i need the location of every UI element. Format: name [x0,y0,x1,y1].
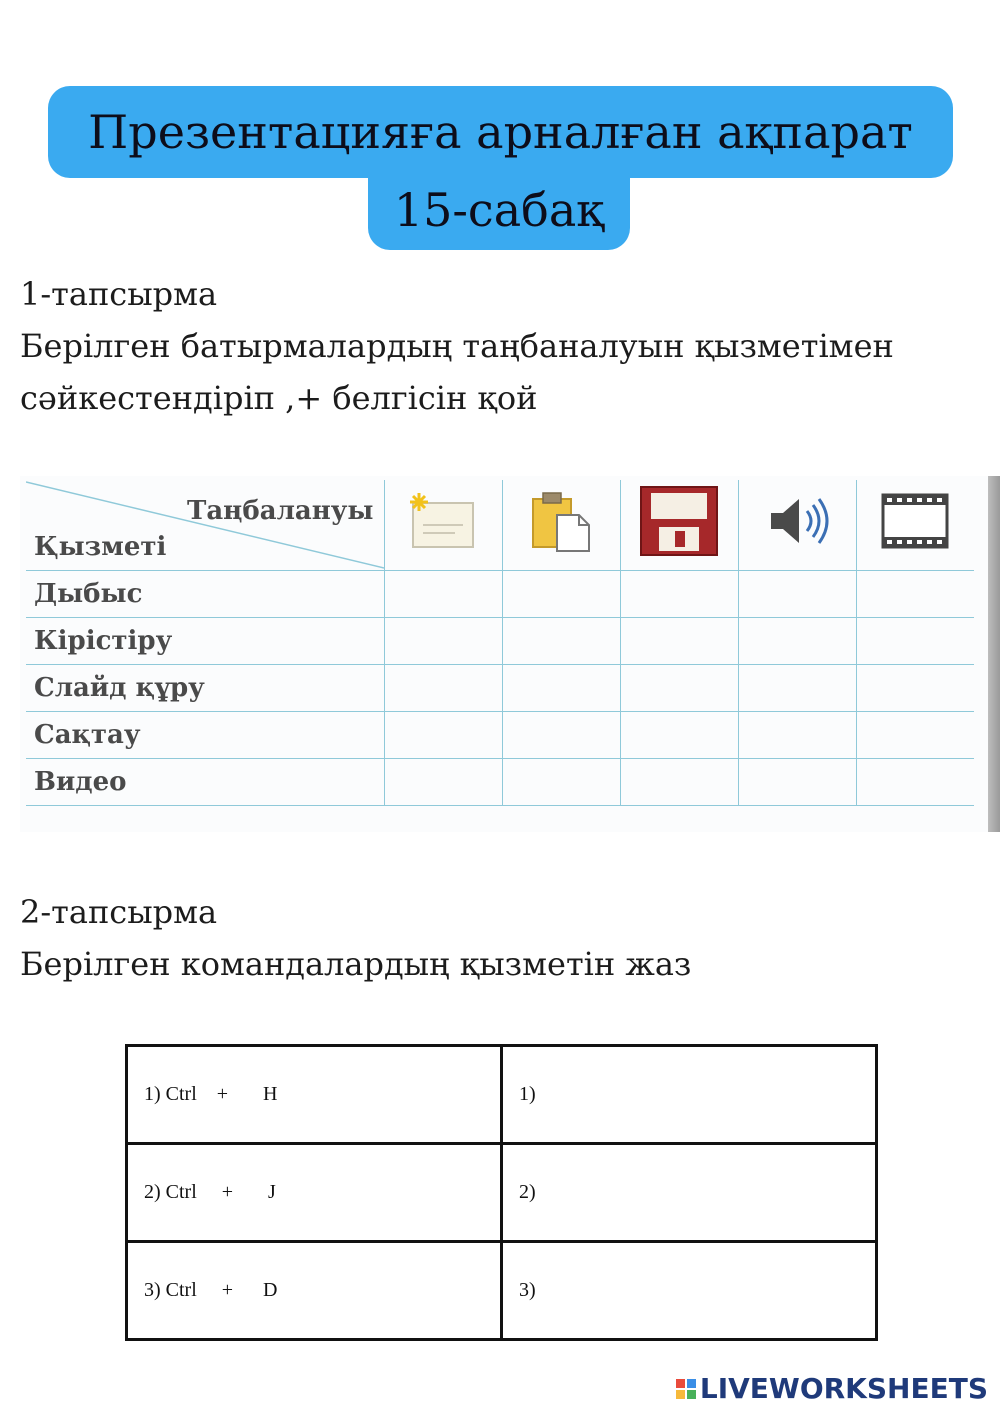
worksheet-title: Презентацияға арналған ақпарат [48,86,953,178]
answer-cell[interactable] [502,570,620,617]
liveworksheets-logo-icon [676,1379,696,1399]
answer-cell[interactable] [620,758,738,805]
page-edge-shadow [988,476,1000,832]
paste-icon [502,480,620,570]
command-cell: 3) Ctrl + D [127,1242,502,1340]
answer-cell[interactable] [856,758,974,805]
answer-cell[interactable] [738,664,856,711]
table-row [26,711,974,758]
task1-heading: 1-тапсырма [20,275,218,313]
answer-cell[interactable] [384,617,502,664]
row-label: Кірістіру [26,617,384,664]
film-icon [856,480,974,570]
answer-cell[interactable]: 1) [502,1046,877,1144]
answer-cell[interactable]: 2) [502,1144,877,1242]
answer-cell[interactable] [856,617,974,664]
command-table [125,1044,878,1341]
new-slide-icon [384,480,502,570]
answer-cell[interactable] [384,570,502,617]
answer-cell[interactable] [502,711,620,758]
table-row [26,664,974,711]
answer-cell[interactable] [502,617,620,664]
row-label: Сақтау [26,711,384,758]
answer-cell[interactable] [738,570,856,617]
answer-cell[interactable] [856,570,974,617]
answer-cell[interactable] [384,664,502,711]
task1-instruction-line2: сәйкестендіріп ,+ белгісін қой [20,379,538,417]
table-row [127,1144,877,1242]
table-row [26,758,974,805]
row-label: Слайд құру [26,664,384,711]
header-function-label: Қызметі [34,531,167,562]
answer-cell[interactable]: 3) [502,1242,877,1340]
command-cell: 1) Ctrl + H [127,1046,502,1144]
task2-instruction: Берілген командалардың қызметін жаз [20,945,692,983]
answer-cell[interactable] [502,758,620,805]
answer-cell[interactable] [738,758,856,805]
lesson-number: 15-сабақ [368,170,630,250]
sound-icon [738,480,856,570]
answer-cell[interactable] [856,664,974,711]
answer-cell[interactable] [620,570,738,617]
liveworksheets-logo [676,1372,988,1405]
table-row [127,1242,877,1340]
row-label: Дыбыс [26,570,384,617]
answer-cell[interactable] [620,617,738,664]
table-row [26,617,974,664]
answer-cell[interactable] [620,664,738,711]
table-row [127,1046,877,1144]
answer-cell[interactable] [856,711,974,758]
table-row [26,570,974,617]
save-icon [620,480,738,570]
answer-cell[interactable] [384,711,502,758]
icon-matching-table [26,480,974,806]
icon-matching-table-image [20,476,988,832]
header-symbol-label: Таңбалануы [186,496,374,526]
logo-text: LIVEWORKSHEETS [699,1372,988,1405]
answer-cell[interactable] [738,711,856,758]
task1-block [20,268,894,424]
answer-cell[interactable] [620,711,738,758]
task2-heading: 2-тапсырма [20,893,218,931]
answer-cell[interactable] [502,664,620,711]
table-diagonal-header [26,480,384,570]
task2-block [20,886,691,990]
answer-cell[interactable] [384,758,502,805]
answer-cell[interactable] [738,617,856,664]
row-label: Видео [26,758,384,805]
task1-instruction-line1: Берілген батырмалардың таңбаналуын қызметімен [20,327,894,365]
command-cell: 2) Ctrl + J [127,1144,502,1242]
